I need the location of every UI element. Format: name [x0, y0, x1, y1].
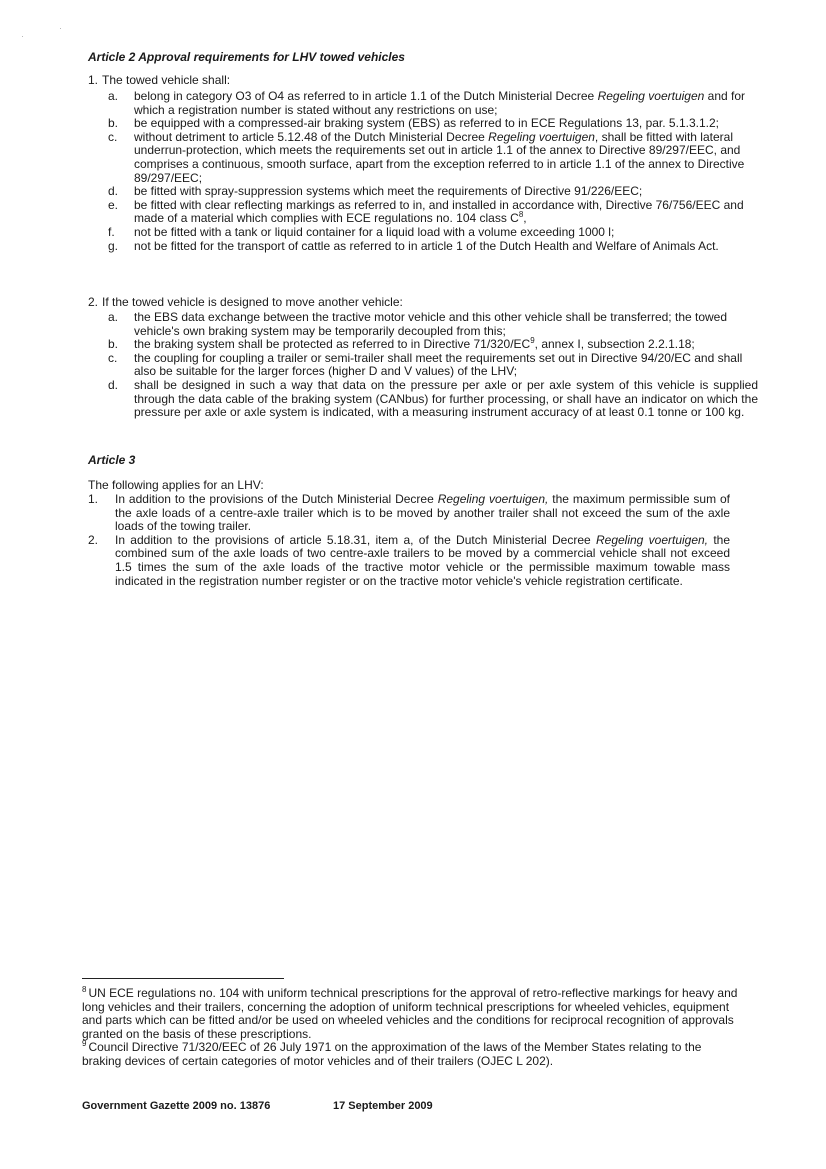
item-text — [134, 378, 758, 419]
list-item — [88, 534, 730, 588]
footnote-separator — [82, 978, 284, 979]
item-text-italic: Regeling voertuigen, — [595, 532, 709, 547]
footnote-reference: 9 — [530, 336, 535, 346]
item-text — [134, 198, 744, 226]
item-text-part: not be fitted for the transport of cattle as referred to in article 1 of the Dutch Health and Welfare of Animals Act. — [134, 238, 719, 253]
list-item — [108, 226, 758, 240]
list-item — [108, 311, 758, 338]
item-marker: a. — [108, 310, 119, 324]
list-item — [108, 199, 758, 226]
footnote — [82, 987, 742, 1041]
item-marker: e. — [108, 197, 119, 212]
footer-date: 17 September 2009 — [333, 1100, 433, 1112]
list-item — [108, 90, 758, 117]
list-item — [108, 379, 758, 420]
article-2-heading: Article 2 Approval requirements for LHV towed vehicles — [88, 50, 405, 64]
item-text-part: , shall be fitted with lateral underrun-protection, which meets the requirements set out in article 1.1 of the annex to Directive 89/297/EEC, and comprises a continuous, smooth surface, apart from the exception referred to in article 1.1 of the annex to Directive 89/297/EEC; — [134, 129, 745, 185]
article-3-heading: Article 3 — [88, 453, 136, 467]
item-text-part: the combined sum of the axle loads of two centre-axle trailers to be moved by a commercial vehicle shall not exceed 1.5 times the sum of the axle loads of the tractive motor vehicle or the permissible maximum towable mass indicated in the registration number register or on the tractive motor vehicle's vehicle registration certificate. — [115, 532, 731, 588]
item-marker: b. — [108, 337, 119, 352]
footer-publication: Government Gazette 2009 no. 13876 — [82, 1100, 271, 1112]
article-2-paragraph-1 — [88, 74, 758, 88]
item-text — [134, 89, 745, 117]
item-text — [115, 492, 730, 533]
item-marker: 2. — [88, 532, 99, 547]
paragraph-lead: The towed vehicle shall: — [102, 73, 231, 87]
list-item — [108, 338, 758, 352]
item-marker: a. — [108, 89, 119, 103]
footnote-number: 9 — [82, 1039, 87, 1049]
paragraph-lead: If the towed vehicle is designed to move another vehicle: — [102, 295, 403, 309]
item-marker: b. — [108, 116, 119, 131]
item-marker: c. — [108, 129, 118, 144]
footnote-text: Council Directive 71/320/EEC of 26 July 1971 on the approximation of the laws of the Member States relating to the braking devices of certain categories of motor vehicles and of their trailers (OJEC L 202). — [82, 1040, 702, 1068]
item-text-part: , — [523, 211, 527, 226]
item-marker: d. — [108, 377, 119, 392]
item-text-part: not be fitted with a tank or liquid container for a liquid load with a volume exceeding 1000 l; — [134, 224, 615, 239]
article-2-paragraph-1-items — [108, 90, 758, 253]
list-item — [108, 117, 758, 131]
item-text-part: be fitted with spray-suppression systems which meet the requirements of Directive 91/226/EEC; — [134, 184, 643, 199]
scan-speck — [60, 28, 61, 29]
footnotes — [82, 987, 742, 1069]
item-marker: f. — [108, 224, 115, 239]
item-text-part: belong in category O3 of O4 as referred to in article 1.1 of the Dutch Ministerial Decree — [134, 89, 598, 103]
article-3-intro: The following applies for an LHV: — [88, 478, 264, 492]
item-text — [134, 184, 642, 198]
footnote-reference: 8 — [518, 210, 524, 220]
item-text-italic: Regeling voertuigen, — [437, 492, 549, 506]
item-text — [134, 239, 719, 253]
item-text — [134, 225, 614, 239]
item-text-part: the braking system shall be protected as referred to in Directive 71/320/EC — [134, 337, 531, 352]
list-item — [108, 131, 758, 185]
item-text — [115, 533, 730, 588]
item-text-part: the EBS data exchange between the tractive motor vehicle and this other vehicle shall be transferred; the towed vehicle's own braking system may be temporarily decoupled from this; — [134, 310, 728, 338]
item-text-part: be fitted with clear reflecting markings as referred to in, and installed in accordance with, Directive 76/756/EEC and made of a material which complies with ECE regulations no. 104 class C — [134, 197, 744, 226]
list-item — [108, 185, 758, 199]
list-item — [88, 493, 730, 534]
item-text-part: shall be designed in such a way that data on the pressure per axle or per axle system of this vehicle is supplied through the data cable of the braking system (CANbus) for further processing, or shall have an indicator on which the pressure per axle or axle system is indicated, with a measuring instrument accuracy of at least 0.1 tonne or 100 kg. — [134, 377, 758, 420]
scan-speck — [22, 36, 23, 37]
article-3-items — [88, 493, 730, 588]
footnote — [82, 1041, 742, 1068]
item-text-part: be equipped with a compressed-air braking system (EBS) as referred to in ECE Regulations 13, par. 5.1.3.1.2; — [134, 116, 719, 131]
footnote-number: 8 — [82, 985, 87, 994]
item-text — [134, 310, 727, 338]
item-text-part: , annex I, subsection 2.2.1.18; — [534, 337, 695, 352]
item-text-italic: Regeling voertuigen — [488, 129, 595, 144]
item-text — [134, 337, 695, 351]
item-text-part: In addition to the provisions of article 5.18.31, item a, of the Dutch Ministerial Decree — [115, 532, 596, 547]
item-marker: 1. — [88, 492, 99, 506]
item-text — [134, 116, 719, 130]
list-item — [108, 352, 758, 379]
item-text — [134, 130, 744, 185]
item-text-part: the maximum permissible sum of the axle loads of a centre-axle trailer which is to be moved by another trailer shall not exceed the sum of the axle loads of the towing trailer. — [115, 492, 731, 534]
footnote-text: UN ECE regulations no. 104 with uniform technical prescriptions for the approval of retro-reflective markings for heavy and long vehicles and their trailers, concerning the adoption of uniform technical prescriptions for wheeled vehicles, equipment and parts which can be fitted and/or be used on wheeled vehicles and the conditions for reciprocal recognition of approvals granted on the basis of these prescriptions. — [82, 986, 738, 1041]
paragraph-number: 1. — [88, 73, 99, 87]
paragraph-number: 2. — [88, 295, 99, 309]
item-text-part: and for which a registration number is stated without any restrictions on use; — [134, 89, 746, 117]
article-2-paragraph-2-items — [108, 311, 758, 420]
item-text-italic: Regeling voertuigen — [597, 89, 705, 103]
item-marker: d. — [108, 184, 119, 199]
item-marker: c. — [108, 350, 118, 365]
item-text-part: without detriment to article 5.12.48 of the Dutch Ministerial Decree — [134, 129, 489, 144]
item-marker: g. — [108, 238, 119, 253]
item-text — [134, 351, 742, 379]
article-2-paragraph-2 — [88, 296, 758, 310]
item-text-part: the coupling for coupling a trailer or semi-trailer shall meet the requirements set out in Directive 94/20/EC and shall also be suitable for the larger forces (higher D and V values) of the LHV; — [134, 350, 743, 379]
item-text-part: In addition to the provisions of the Dutch Ministerial Decree — [115, 492, 438, 506]
list-item — [108, 240, 758, 254]
